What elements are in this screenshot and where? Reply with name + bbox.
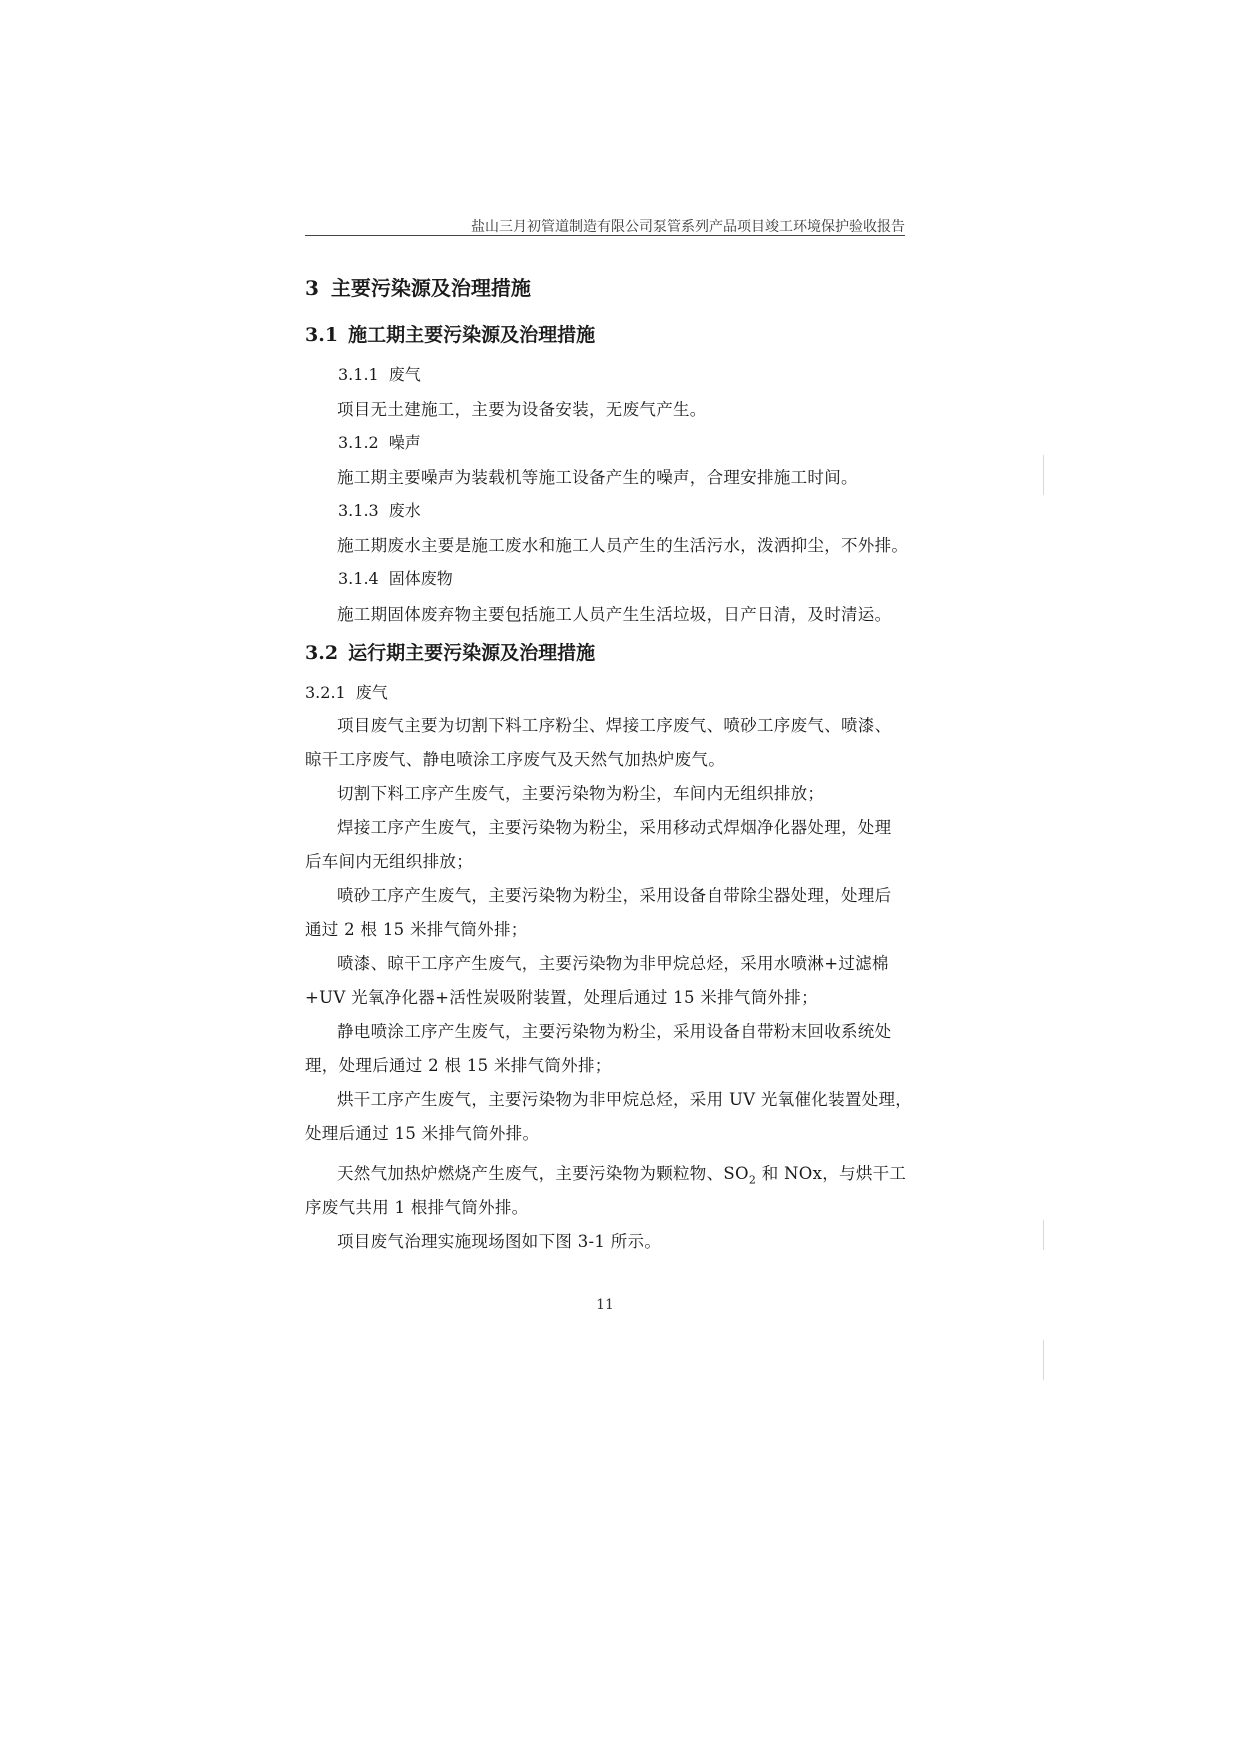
paragraph-line: 喷漆、晾干工序产生废气，主要污染物为非甲烷总烃，采用水喷淋+过滤棉 (337, 954, 889, 973)
gas-text-b: 和 NOx，与烘干工 (756, 1164, 907, 1183)
paragraph-line: 切割下料工序产生废气，主要污染物为粉尘，车间内无组织排放； (337, 784, 825, 803)
subscript: 2 (748, 1173, 757, 1187)
item-number: 3.1.1 (338, 365, 379, 384)
item-title: 废气 (355, 683, 388, 702)
paragraph: 项目无土建施工，主要为设备安装，无废气产生。 (337, 400, 707, 419)
section-heading (305, 272, 531, 301)
subsection-number: 3.1 (305, 324, 339, 346)
paragraph: 施工期废水主要是施工废水和施工人员产生的生活污水，泼洒抑尘，不外排。 (337, 536, 909, 555)
item-number: 3.1.3 (338, 501, 379, 520)
paragraph-line: 静电喷涂工序产生废气，主要污染物为粉尘，采用设备自带粉末回收系统处 (337, 1022, 892, 1041)
scan-edge-mark (1043, 455, 1044, 495)
item-heading (338, 430, 421, 453)
paragraph-line: 项目废气治理实施现场图如下图 3-1 所示。 (337, 1232, 662, 1251)
subsection-title: 施工期主要污染源及治理措施 (348, 324, 596, 346)
item-title: 固体废物 (388, 569, 453, 588)
paragraph: 施工期固体废弃物主要包括施工人员产生生活垃圾，日产日清，及时清运。 (337, 605, 892, 624)
item-number: 3.2.1 (305, 683, 346, 702)
section-number: 3 (305, 276, 319, 300)
paragraph: 施工期主要噪声为装载机等施工设备产生的噪声，合理安排施工时间。 (337, 468, 858, 487)
page-number: 11 (596, 1297, 614, 1313)
subsection-title: 运行期主要污染源及治理措施 (348, 642, 596, 664)
paragraph-line: 晾干工序废气、静电喷涂工序废气及天然气加热炉废气。 (305, 750, 725, 769)
item-title: 废气 (388, 365, 421, 384)
gas-text-a: 天然气加热炉燃烧产生废气，主要污染物为颗粒物、SO (337, 1164, 749, 1183)
item-heading (305, 680, 388, 703)
paragraph-line: 烘干工序产生废气，主要污染物为非甲烷总烃，采用 UV 光氧催化装置处理， (337, 1090, 913, 1109)
item-heading (338, 566, 453, 589)
paragraph-line: 后车间内无组织排放； (305, 852, 473, 871)
paragraph-line: 理，处理后通过 2 根 15 米排气筒外排； (305, 1056, 612, 1075)
scan-edge-mark (1043, 1220, 1044, 1250)
subsection-number: 3.2 (305, 642, 339, 664)
paragraph-line (337, 1160, 906, 1186)
paragraph-line: +UV 光氧净化器+活性炭吸附装置，处理后通过 15 米排气筒外排； (305, 988, 818, 1007)
paragraph-line: 通过 2 根 15 米排气筒外排； (305, 920, 528, 939)
paragraph-line: 喷砂工序产生废气，主要污染物为粉尘，采用设备自带除尘器处理，处理后 (337, 886, 892, 905)
item-heading (338, 498, 421, 521)
item-number: 3.1.2 (338, 433, 379, 452)
header-rule (305, 235, 905, 236)
paragraph-line: 处理后通过 15 米排气筒外排。 (305, 1124, 540, 1143)
paragraph-line: 焊接工序产生废气，主要污染物为粉尘，采用移动式焊烟净化器处理，处理 (337, 818, 892, 837)
scan-edge-mark (1043, 1340, 1044, 1380)
item-title: 废水 (388, 501, 421, 520)
item-heading (338, 362, 421, 385)
item-title: 噪声 (388, 433, 421, 452)
paragraph-line: 序废气共用 1 根排气筒外排。 (305, 1198, 529, 1217)
paragraph-line: 项目废气主要为切割下料工序粉尘、焊接工序废气、喷砂工序废气、喷漆、 (337, 716, 892, 735)
section-title: 主要污染源及治理措施 (330, 276, 531, 300)
item-number: 3.1.4 (338, 569, 379, 588)
subsection-heading (305, 638, 595, 665)
running-header: 盐山三月初管道制造有限公司泵管系列产品项目竣工环境保护验收报告 (471, 219, 905, 235)
subsection-heading (305, 320, 595, 347)
